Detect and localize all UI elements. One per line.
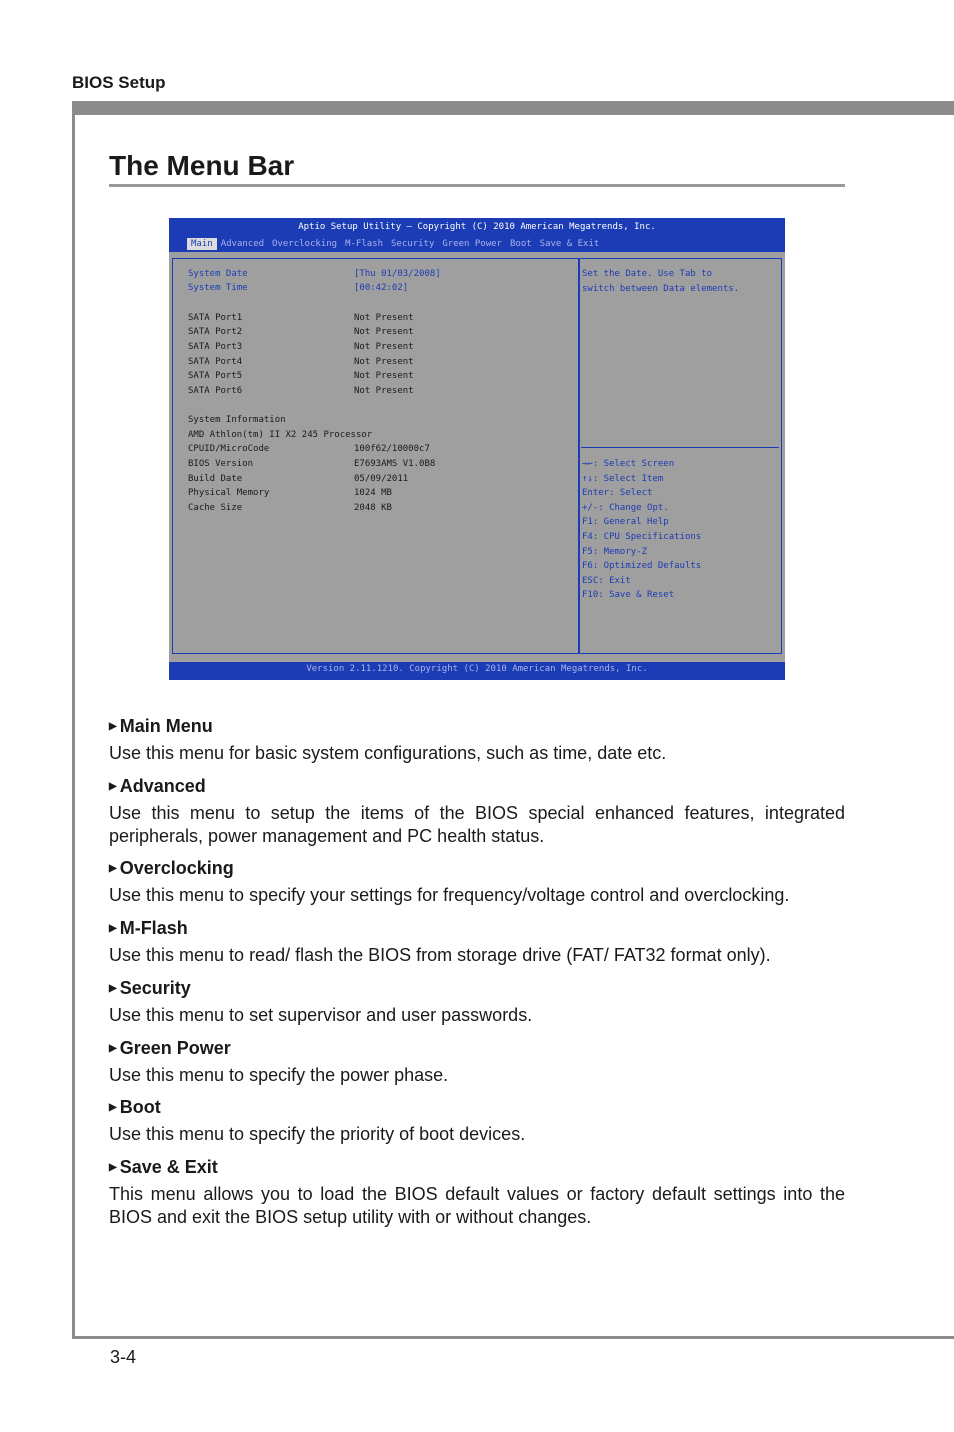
bios-tab-advanced[interactable]: Advanced [220,239,265,249]
bios-row-label: SATA Port1 [188,313,243,323]
bios-tab-boot[interactable]: Boot [509,239,532,249]
bios-row-label: CPUID/MicroCode [188,444,270,454]
bios-version: Version 2.11.1210. Copyright (C) 2010 American Megatrends, Inc. [306,664,648,674]
bios-row [188,369,568,383]
bios-row-label: Cache Size [188,503,243,513]
bios-row-value: Not Present [354,357,414,367]
triangle-bullet-icon: ▶ [109,1102,117,1113]
bios-row-label: System Information [188,415,286,425]
menu-section-boot [109,1097,845,1146]
bios-key-help-line: ↑↓: Select Item [582,473,664,484]
bios-row-value: Not Present [354,342,414,352]
menu-name: Boot [119,1097,161,1117]
bios-top-bar [169,218,785,252]
bios-divider [578,258,580,654]
bios-row [188,384,568,398]
triangle-bullet-icon: ▶ [109,721,117,732]
menu-name: Green Power [119,1038,231,1058]
bios-row-label: SATA Port6 [188,386,243,396]
bios-title: Aptio Setup Utility – Copyright (C) 2010 American Megatrends, Inc. [298,222,656,232]
bios-help-line: switch between Data elements. [582,283,740,294]
bios-key-help-line: +/-: Change Opt. [582,502,669,513]
page-number: 3-4 [110,1347,137,1367]
bios-screenshot [169,218,785,680]
bios-key-help-line: F1: General Help [582,517,669,528]
bios-help-line: Set the Date. Use Tab to [582,269,713,279]
menu-name: Main Menu [119,716,213,736]
bios-row-value: Not Present [354,313,414,323]
bios-row [188,472,568,486]
bios-key-help-line: Enter: Select [582,488,653,499]
bios-row-value[interactable]: [Thu 01/03/2008] [354,269,441,279]
bios-tab-overclocking[interactable]: Overclocking [272,239,338,249]
page-title: The Menu Bar [109,150,295,181]
page-frame-top [72,101,954,115]
bios-tab-m-flash[interactable]: M-Flash [345,239,384,249]
menu-name: M-Flash [119,918,188,938]
bios-row-label: SATA Port3 [188,342,243,352]
menu-section-overclocking [109,858,845,907]
bios-row [188,486,568,500]
bios-row-label: SATA Port5 [188,371,243,381]
bios-row [188,413,568,427]
bios-row [188,442,568,456]
bios-row-label: AMD Athlon(tm) II X2 245 Processor [188,430,373,440]
triangle-bullet-icon: ▶ [109,1162,117,1173]
bios-row-value: 2048 KB [354,503,392,513]
menu-description: Use this menu to specify the priority of boot devices. [109,1124,526,1144]
bios-row-value: E7693AMS V1.0B8 [354,459,436,469]
bios-help-divider [581,447,779,448]
bios-row-label: System Date [188,269,248,279]
bios-row-value: Not Present [354,327,414,337]
menu-section-m-flash [109,918,845,967]
menu-description: This menu allows you to load the BIOS default values or factory default settings into the BIOS and exit the BIOS setup utility with or without changes. [109,1184,845,1227]
bios-tab-green-power[interactable]: Green Power [442,239,502,249]
bios-key-help-line: →←: Select Screen [582,459,675,469]
bios-row [188,355,568,369]
bios-row [188,457,568,471]
menu-name: Security [119,978,191,998]
section-header: BIOS Setup [72,73,166,92]
bios-row-label: SATA Port2 [188,327,243,337]
bios-key-help-line: F5: Memory-Z [582,546,648,557]
menu-description: Use this menu to read/ flash the BIOS from storage drive (FAT/ FAT32 format only). [109,945,771,965]
bios-row-label: Physical Memory [188,488,270,498]
menu-section-security [109,978,845,1027]
menu-description: Use this menu to specify your settings for frequency/voltage control and overclocking. [109,885,790,905]
triangle-bullet-icon: ▶ [109,1043,117,1054]
menu-description: Use this menu to setup the items of the BIOS special enhanced features, integrated peripherals, power management and PC health status. [109,803,845,846]
bios-row-label: BIOS Version [188,459,254,469]
menu-description: Use this menu to specify the power phase. [109,1065,449,1085]
bios-row [188,340,568,354]
bios-row-value: 05/09/2011 [354,474,409,484]
bios-key-help-line: F4: CPU Specifications [582,531,702,542]
bios-menu-bar [187,238,603,250]
menu-description: Use this menu for basic system configurations, such as time, date etc. [109,743,667,763]
bios-bottom-bar [169,662,785,680]
triangle-bullet-icon: ▶ [109,983,117,994]
bios-row [188,428,568,442]
menu-name: Advanced [119,776,206,796]
bios-row [188,325,568,339]
menu-section-advanced [109,776,845,848]
bios-row-value: 1024 MB [354,488,392,498]
bios-row-system-time[interactable] [188,281,568,295]
triangle-bullet-icon: ▶ [109,863,117,874]
bios-row-label: SATA Port4 [188,357,243,367]
triangle-bullet-icon: ▶ [109,781,117,792]
bios-row-label: Build Date [188,474,243,484]
page-frame-left [72,101,75,1339]
page-frame-bottom [72,1336,954,1339]
bios-row [188,501,568,515]
bios-help-text [582,267,778,296]
bios-row-value: Not Present [354,371,414,381]
menu-name: Save & Exit [119,1157,218,1177]
menu-section-save-exit [109,1157,845,1229]
menu-name: Overclocking [119,858,234,878]
menu-section-main [109,716,845,765]
bios-tab-main[interactable]: Main [187,238,217,250]
title-rule [109,184,845,187]
bios-tab-save-exit[interactable]: Save & Exit [539,239,600,249]
bios-row-label: System Time [188,283,248,293]
bios-key-help-line: F10: Save & Reset [582,590,675,601]
bios-row-system-date[interactable] [188,267,568,281]
bios-key-help-line: ESC: Exit [582,575,631,586]
triangle-bullet-icon: ▶ [109,923,117,934]
bios-row-value[interactable]: [00:42:02] [354,283,409,293]
bios-row-value: 100f62/10000c7 [354,444,430,454]
menu-section-green-power [109,1038,845,1087]
bios-row-value: Not Present [354,386,414,396]
bios-key-help [582,457,778,603]
menu-description: Use this menu to set supervisor and user passwords. [109,1005,533,1025]
bios-key-help-line: F6: Optimized Defaults [582,561,702,572]
bios-row [188,311,568,325]
bios-tab-security[interactable]: Security [391,239,435,249]
